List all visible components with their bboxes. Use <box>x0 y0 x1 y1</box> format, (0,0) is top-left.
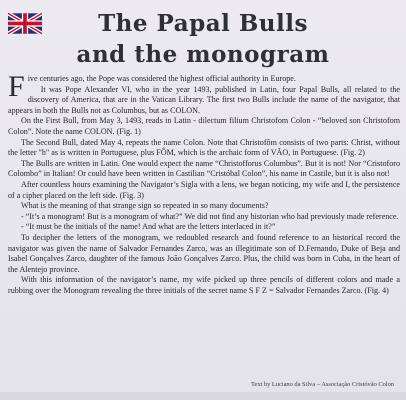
paragraph-4: The Second Bull, dated May 4, repeats the name Colon. Note that Christofôm consists of two parts: Christ, without the letter "h" as is written in Portuguese, plus FÔM, which is the archaic form of VÃO, in Portuguese. (Fig. 2) <box>8 137 400 158</box>
page-title: The Papal Bulls <box>98 10 308 37</box>
paragraph-8: - “It’s a monogram! But is a monogram of what?” We did not find any historian who had previously made reference. <box>21 211 399 221</box>
page-subtitle: and the monogram <box>76 41 330 68</box>
paragraph-11: With this information of the navigator’s name, my wife picked up three pencils of different colors and made a rubbing over the Monogram revealing the three initials of the secret name S F Z = Salvador Fernandes Zarco. (Fig. 4) <box>8 275 400 295</box>
paragraph-10: To decipher the letters of the monogram, we redoubled research and found reference to an historical record the navigator was given the name of Salvador Fernandes Zarco, was an illegitimate son of D.Fernando, Duke of Beja and Isabel Gonçalves Zarco, daughter of the famous João Gonçalves Zarco. Plus, the child was born in Cuba, in the heart of the Alentejo province. <box>8 232 400 274</box>
paragraph-6: After countless hours examining the Navigator’s Sigla with a lens, we began noticing, my wife and I, the persistence of a cipher placed on the left side. (Fig. 3) <box>8 179 400 200</box>
paragraph-1: Five centuries ago, the Pope was considered the highest official authority in Europe. <box>8 70 296 103</box>
paragraph-2: It was Pope Alexander VI, who in the year 1493, published in Latin, four Papal Bulls, all related to the discovery of America, that are in the Vatican Library. The first two Bulls include the name of the navigator, that appears in both the Bulls not as Columbus, but as COLON. <box>8 84 400 115</box>
paragraph-3: On the First Bull, from May 3, 1493, reads in Latin - dilectum filium Christofom Colon - “beloved son Christofom Colon”. Note the name COLON. (Fig. 1) <box>8 116 400 136</box>
article-body <box>8 70 400 296</box>
paragraph-7: What is the meaning of that strange sign so repeated in so many documents? <box>21 201 269 211</box>
paragraph-9: - “It must be the initials of the name! And what are the letters interlaced in it?” <box>21 222 276 232</box>
drop-cap: F <box>8 70 25 103</box>
author-credit: Text by Luciano da Silva – Associação Cristóvão Colon <box>251 381 394 388</box>
board-bottom-edge <box>0 392 406 400</box>
paragraph-5: The Bulls are written in Latin. One would expect the name “Christofforus Columbus”. But it is not! Nor “Cristoforo Colombo” in Italian! Or could have been written in Castilian “Cristóbal Colon”, his name in Castile, but it is also not! <box>8 158 400 179</box>
